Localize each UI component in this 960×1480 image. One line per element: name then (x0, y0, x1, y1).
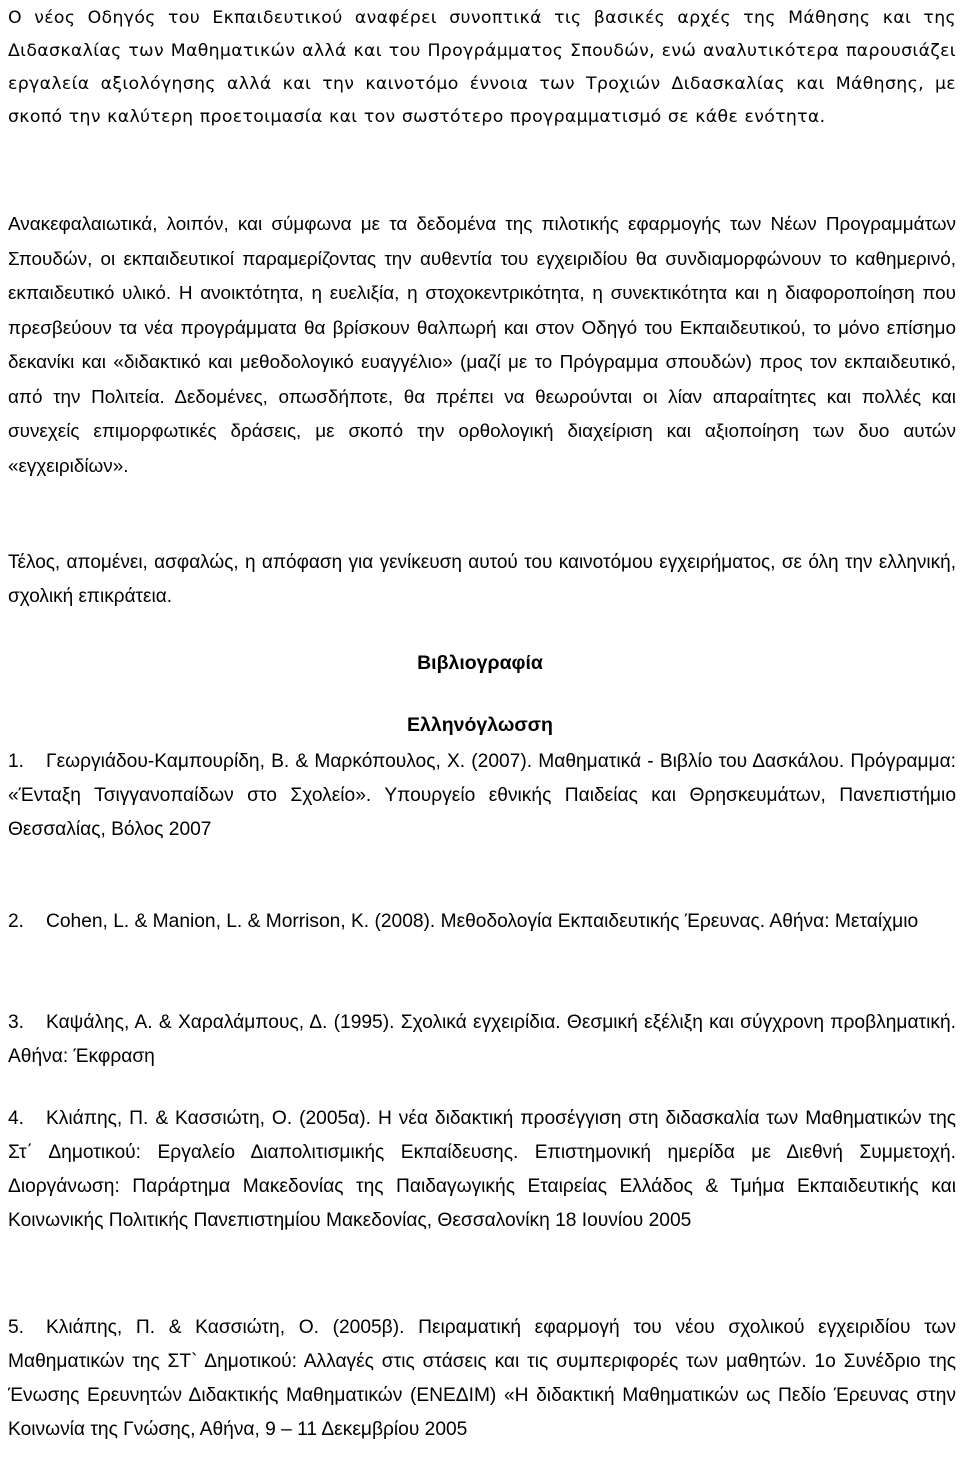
reference-item (8, 1102, 956, 1238)
reference-text: Cohen, L. & Manion, L. & Morrison, K. (2008). Μεθοδολογία Εκπαιδευτικής Έρευνας. Αθήνα: Μεταίχμιο (46, 911, 919, 932)
reference-text: Γεωργιάδου-Καμπουρίδη, Β. & Μαρκόπουλος, Χ. (2007). Μαθηματικά - Βιβλίο του Δασκάλου. Πρόγραμμα: «Ένταξη Τσιγγανοπαίδων στο Σχολείο». Υπουργείο εθνικής Παιδείας και Θρησκευμάτων, Πανεπιστήμιο Θεσσαλίας, Βόλος 2007 (8, 751, 956, 840)
reference-number: 4. (8, 1108, 25, 1129)
reference-text: Κλιάπης, Π. & Κασσιώτη, Ο. (2005β). Πειραματική εφαρμογή του νέου σχολικού εγχειριδίου των Μαθηματικών της ΣΤ` Δημοτικού: Αλλαγές στις στάσεις και τις συμπεριφορές των μαθητών. 1ο Συνέδριο της Ένωσης Ερευνητών Διδακτικής Μαθηματικών (ΕΝΕΔΙΜ) «Η διδακτική Μαθηματικών ως Πεδίο Έρευνας στην Κοινωνία της Γνώσης, Αθήνα, 9 – 11 Δεκεμβρίου 2005 (8, 1317, 956, 1440)
paragraph-conclusion: Τέλος, απομένει, ασφαλώς, η απόφαση για γενίκευση αυτού του καινοτόμου εγχειρήματος, σε όλη την ελληνική, σχολική επικράτεια. (8, 552, 956, 607)
reference-item (8, 1006, 956, 1074)
paragraph-teacher-guide: Ο νέος Οδηγός του Εκπαιδευτικού αναφέρει συνοπτικά τις βασικές αρχές της Μάθησης και της Διδασκαλίας των Μαθηματικών αλλά και του Προγράμματος Σπουδών, ενώ αναλυτικότερα παρουσιάζει εργαλεία αξιολόγησης αλλά και την καινοτόμο έννοια των Τροχιών Διδασκαλίας και Μάθησης, με σκοπό την καλύτερη προετοιμασία και τον σωστότερο προγραμματισμό σε κάθε ενότητα. (8, 8, 956, 127)
reference-item (8, 1311, 956, 1447)
reference-text: Κλιάπης, Π. & Κασσιώτη, Ο. (2005α). Η νέα διδακτική προσέγγιση στη διδασκαλία των Μαθηματικών της Στ΄ Δημοτικού: Εργαλείο Διαπολιτισμικής Εκπαίδευσης. Επιστημονική ημερίδα με Διεθνή Συμμετοχή. Διοργάνωση: Παράρτημα Μακεδονίας της Παιδαγωγικής Εταιρείας Ελλάδος & Τμήμα Εκπαιδευτικής και Κοινωνικής Πολιτικής Πανεπιστημίου Μακεδονίας, Θεσσαλονίκη 18 Ιουνίου 2005 (8, 1108, 956, 1231)
reference-number: 5. (8, 1317, 25, 1338)
paragraph-summary: Ανακεφαλαιωτικά, λοιπόν, και σύμφωνα με τα δεδομένα της πιλοτικής εφαρμογής των Νέων Προγραμμάτων Σπουδών, οι εκπαιδευτικοί παραμερίζοντας την αυθεντία του εγχειριδίου θα συνδιαμορφώνουν το καθημερινό, εκπαιδευτικό υλικό. Η ανοικτότητα, η ευελιξία, η στοχοκεντρικότητα, η συνεκτικότητα και η διαφοροποίηση που πρεσβεύουν τα νέα προγράμματα θα βρίσκουν θαλπωρή και στον Οδηγό του Εκπαιδευτικού, το μόνο επίσημο δεκανίκι και «διδακτικό και μεθοδολογικό ευαγγέλιο» (μαζί με το Πρόγραμμα σπουδών) προς τον εκπαιδευτικό, από την Πολιτεία. Δεδομένες, οπωσδήποτε, θα πρέπει να θεωρούνται οι λίαν απαραίτητες και πολλές και συνεχείς επιμορφωτικές δράσεις, με σκοπό την ορθολογική διαχείριση και αξιοποίηση των δυο αυτών «εγχειριδίων». (8, 214, 956, 477)
reference-number: 2. (8, 911, 25, 932)
bibliography-heading: Βιβλιογραφία (417, 652, 543, 674)
reference-number: 3. (8, 1012, 25, 1033)
reference-item (8, 905, 956, 939)
reference-item (8, 745, 956, 847)
bibliography-subheading: Ελληνόγλωσση (407, 714, 553, 736)
reference-text: Καψάλης, Α. & Χαραλάμπους, Δ. (1995). Σχολικά εγχειρίδια. Θεσμική εξέλιξη και σύγχρονη προβληματική. Αθήνα: Έκφραση (8, 1012, 956, 1067)
reference-number: 1. (8, 751, 25, 772)
